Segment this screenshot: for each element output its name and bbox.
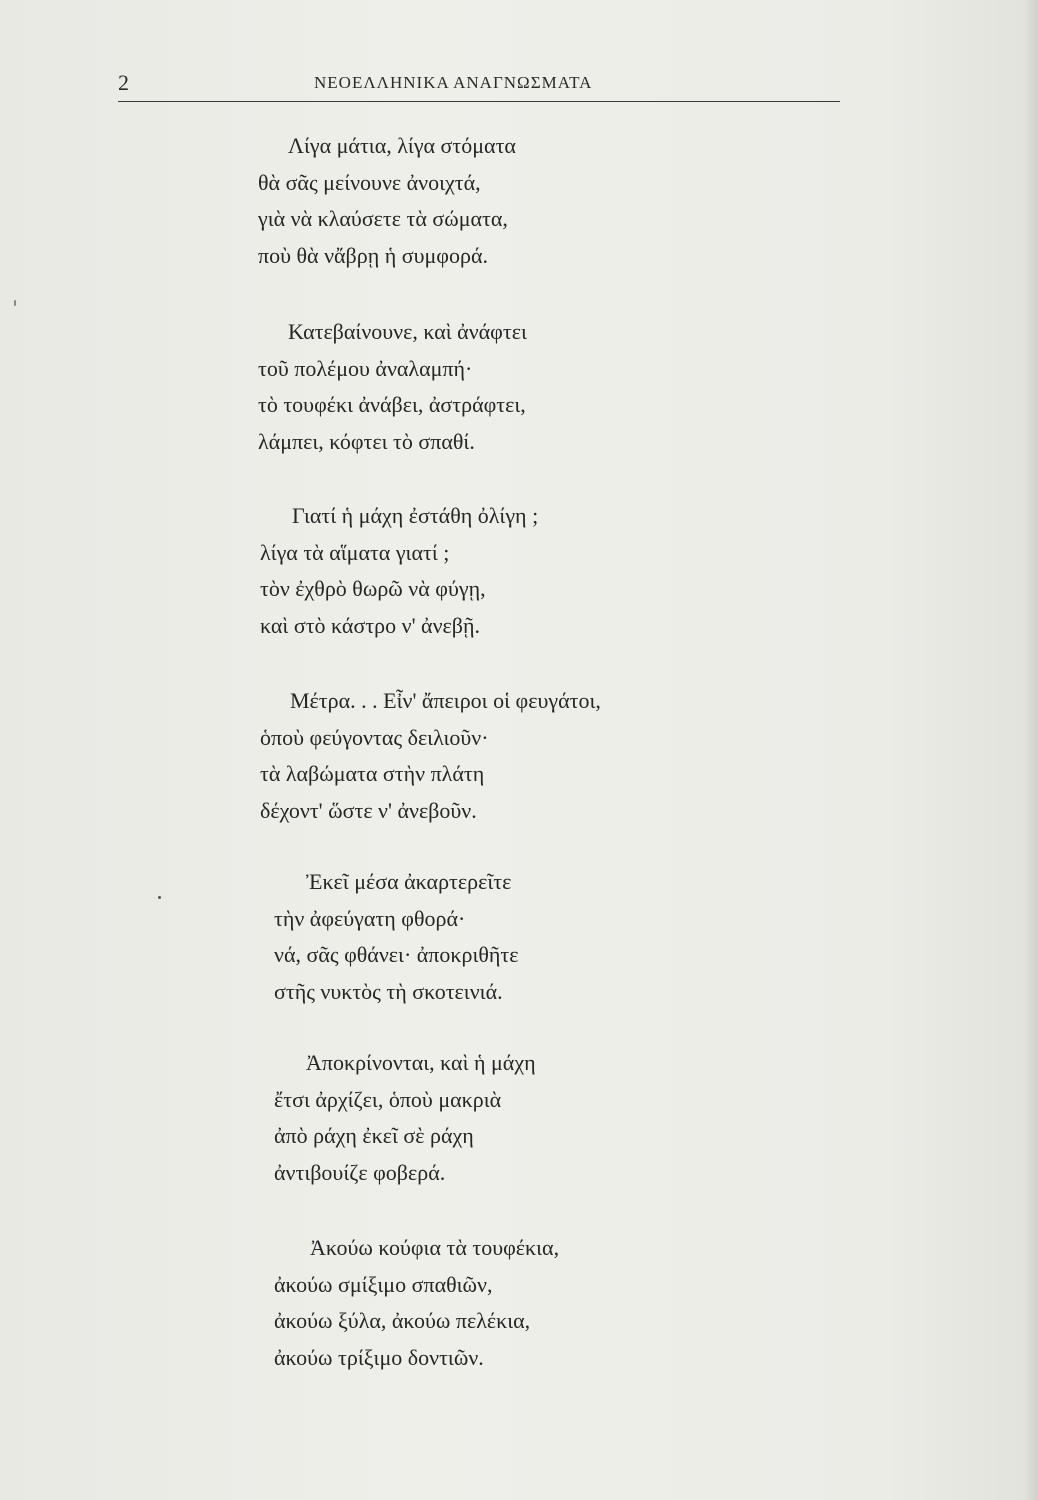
poem-line: ἀκούω τρίξιμο δοντιῶν. (274, 1344, 484, 1370)
stanza-4 (260, 683, 601, 829)
poem-line: λίγα τὰ αἵματα γιατί ; (260, 539, 450, 565)
stanza-6 (274, 1045, 536, 1191)
poem-line: τὸν ἐχθρὸ θωρῶ νὰ φύγῃ, (260, 576, 486, 601)
poem-line: τὴν ἀφεύγατη φθορά· (274, 905, 466, 931)
poem-line: Ἀποκρίνονται, καὶ ἡ μάχη (306, 1050, 536, 1075)
poem-line: ὁποὺ φεύγοντας δειλιοῦν· (260, 724, 489, 750)
poem-line: Γιατί ἡ μάχη ἐστάθη ὀλίγη ; (292, 503, 539, 528)
poem-line: ἀκούω σμίξιμο σπαθιῶν, (274, 1271, 493, 1297)
poem-line: θὰ σᾶς μείνουνε ἀνοιχτά, (258, 169, 481, 195)
poem-line: δέχοντ' ὥστε ν' ἀνεβοῦν. (260, 797, 477, 823)
running-title: ΝΕΟΕΛΛΗΝΙΚΑ ΑΝΑΓΝΩΣΜΑΤΑ (314, 73, 593, 92)
ink-speck (158, 896, 161, 899)
poem-line: ἀκούω ξύλα, ἀκούω πελέκια, (274, 1308, 531, 1333)
ink-speck (14, 300, 16, 306)
poem-line: λάμπει, κόφτει τὸ σπαθί. (258, 428, 475, 454)
poem-line: ἀντιβουίζε φοβερά. (274, 1159, 446, 1185)
poem-line: Ἀκούω κούφια τὰ τουφέκια, (310, 1235, 560, 1260)
stanza-1 (258, 128, 516, 274)
poem-line: στῆς νυκτὸς τὴ σκοτεινιά. (274, 978, 503, 1004)
poem-line: τοῦ πολέμου ἀναλαμπή· (258, 355, 473, 381)
poem-line: τὰ λαβώματα στὴν πλάτη (260, 761, 485, 786)
poem-line: ποὺ θὰ νἄβρῃ ἡ συμφορά. (258, 242, 488, 268)
stanza-3 (260, 498, 539, 644)
poem-line: Ἐκεῖ μέσα ἀκαρτερεῖτε (306, 869, 512, 894)
stanza-2 (258, 314, 527, 460)
poem-line: καὶ στὸ κάστρο ν' ἀνεβῇ. (260, 612, 480, 638)
poem-line: ἀπὸ ράχη ἐκεῖ σὲ ράχη (274, 1123, 474, 1148)
poem-line: Μέτρα. . . Εἶν' ἄπειροι οἱ φευγάτοι, (290, 688, 601, 713)
page-number: 2 (118, 70, 129, 95)
poem-line: ἔτσι ἀρχίζει, ὁποὺ μακριὰ (274, 1086, 502, 1112)
stanza-7 (274, 1230, 560, 1376)
poem-line: γιὰ νὰ κλαύσετε τὰ σώματα, (258, 206, 508, 231)
stanza-5 (274, 864, 519, 1010)
poem-line: νά, σᾶς φθάνει· ἀποκριθῆτε (274, 942, 519, 967)
poem-line: Λίγα μάτια, λίγα στόματα (288, 133, 516, 158)
poem-line: Κατεβαίνουνε, καὶ ἀνάφτει (288, 319, 527, 344)
poem-line: τὸ τουφέκι ἀνάβει, ἀστράφτει, (258, 392, 526, 417)
